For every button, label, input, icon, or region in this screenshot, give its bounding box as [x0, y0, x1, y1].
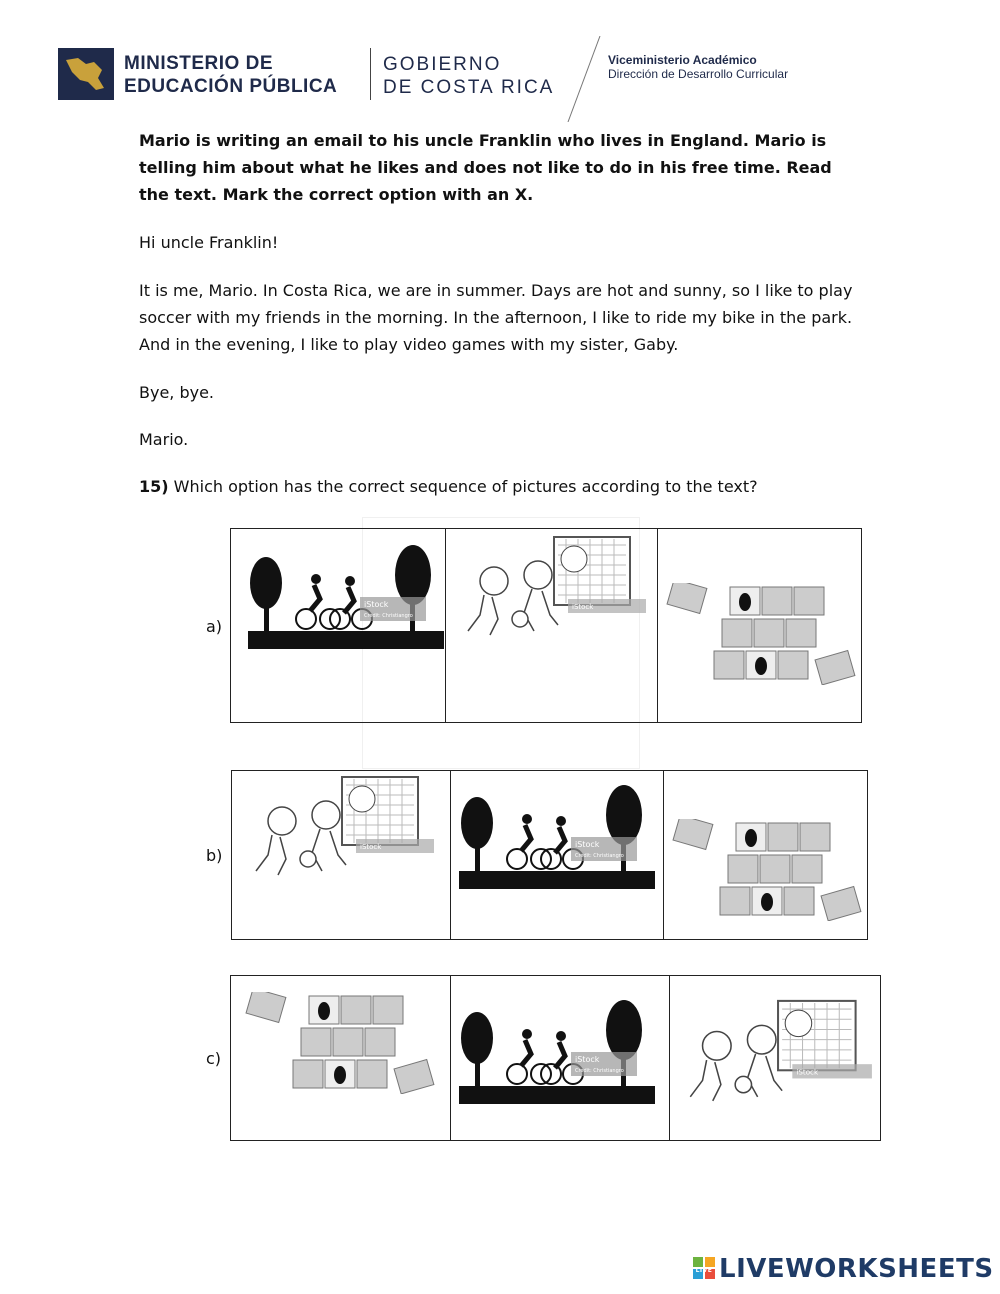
picture-memory-card-game — [658, 529, 861, 722]
picture-cyclists-in-park — [451, 976, 670, 1140]
cyclists-illustration — [459, 1000, 655, 1104]
government-name: GOBIERNO DE COSTA RICA — [383, 54, 555, 98]
question-15 — [139, 473, 861, 500]
option-a-table[interactable] — [230, 528, 862, 723]
picture-cyclists-in-park — [231, 529, 446, 722]
email-greeting: Hi uncle Franklin! — [139, 233, 279, 252]
stock-brand-text: iStock — [364, 600, 389, 609]
picture-memory-card-game — [231, 976, 451, 1140]
option-a-label[interactable]: a) — [206, 617, 223, 636]
ministry-name: MINISTERIO DE EDUCACIÓN PÚBLICA — [124, 53, 338, 97]
stock-brand-text: iStock — [796, 1067, 819, 1077]
instructions: Mario is writing an email to his uncle Franklin who lives in England. Mario is telling him about what he likes and does not like to do in his free time. Read the text. Mark the correct option with an X. — [139, 131, 832, 204]
cyclists-illustration — [248, 545, 444, 649]
ministry-logo-emblem — [58, 48, 114, 100]
option-c-table[interactable] — [230, 975, 881, 1141]
email-paragraph: It is me, Mario. In Costa Rica, we are in summer. Days are hot and sunny, so I like to play soccer with my friends in the morning. In the afternoon, I like to ride my bike in the park. And in the evening, I like to play video games with my sister, Gaby. — [139, 281, 853, 354]
soccer-illustration — [454, 535, 650, 647]
cyclists-illustration — [459, 785, 655, 889]
header-divider — [370, 48, 371, 100]
stock-credit-text: Credit: Christiangro — [575, 1068, 624, 1074]
soccer-illustration — [240, 775, 440, 887]
stock-brand-text: iStock — [572, 603, 594, 611]
option-c-label[interactable]: c) — [206, 1049, 222, 1068]
stock-brand-text: iStock — [360, 843, 382, 851]
picture-kids-playing-soccer — [232, 771, 451, 939]
header-slash-divider — [562, 36, 602, 122]
memory-game-illustration — [245, 992, 435, 1094]
vice-ministry-subtitle: Dirección de Desarrollo Curricular — [608, 67, 789, 81]
stock-credit-text: Credit: Christiangro — [364, 613, 413, 619]
picture-cyclists-in-park — [451, 771, 664, 939]
picture-memory-card-game — [664, 771, 867, 939]
stock-credit-text: Credit: Christiangro — [575, 853, 624, 859]
stock-brand-text: iStock — [575, 1055, 600, 1064]
vice-ministry-title: Viceministerio Académico — [608, 53, 757, 67]
liveworksheets-brand-text: LIVEWORKSHEETS — [719, 1254, 994, 1284]
memory-game-illustration — [672, 819, 862, 921]
vice-ministry-block — [608, 53, 788, 81]
option-b-label[interactable]: b) — [206, 846, 223, 865]
email-farewell: Bye, bye. — [139, 383, 215, 402]
email-signature: Mario. — [139, 430, 189, 449]
memory-game-illustration — [666, 583, 856, 685]
picture-kids-playing-soccer — [670, 976, 880, 1140]
liveworksheets-logo — [693, 1254, 994, 1284]
option-b-table[interactable] — [231, 770, 868, 940]
question-number: 15) — [139, 477, 169, 496]
picture-kids-playing-soccer — [446, 529, 658, 722]
stock-brand-text: iStock — [575, 840, 600, 849]
soccer-illustration — [676, 998, 876, 1114]
liveworksheets-mark-icon — [693, 1257, 715, 1279]
question-text: Which option has the correct sequence of pictures according to the text? — [168, 477, 758, 496]
svg-text:LIVE: LIVE — [695, 1267, 713, 1274]
